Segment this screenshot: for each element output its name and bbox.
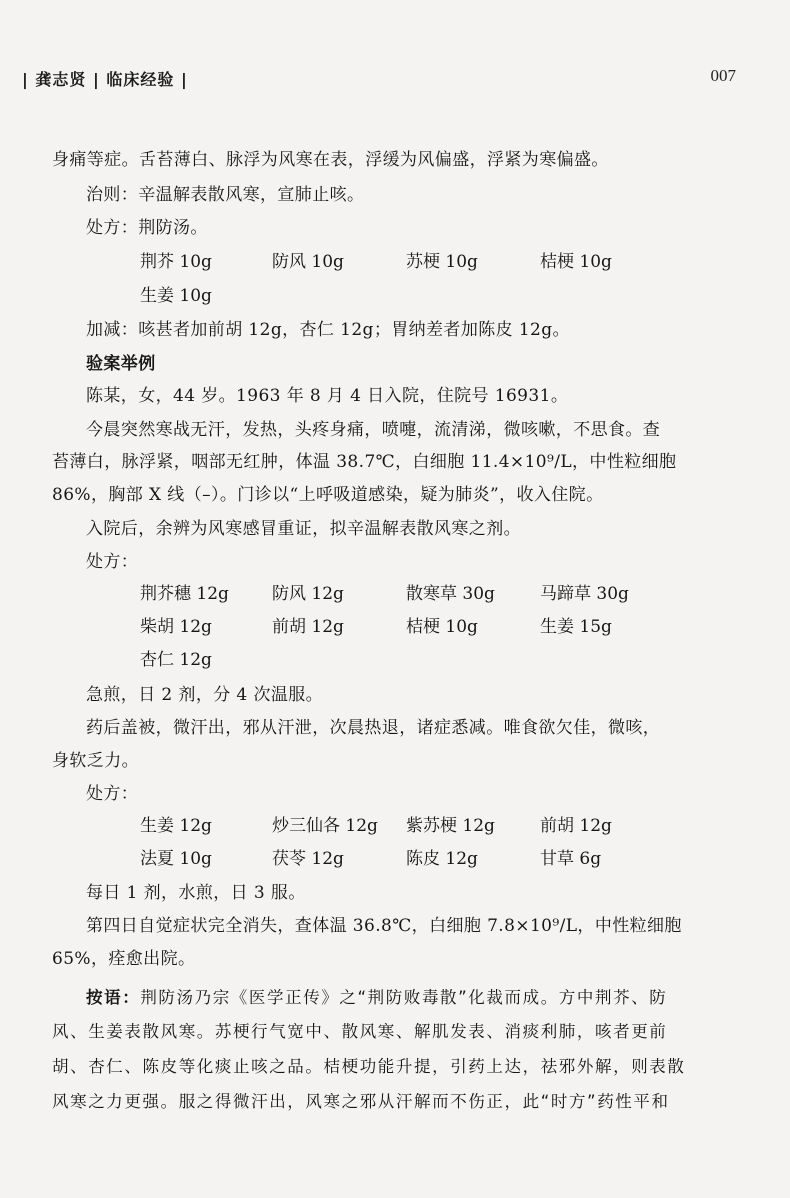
- text-line: 陈某，女，44 岁。1963 年 8 月 4 日入院，住院号 16931。: [86, 386, 569, 406]
- herb-item: 防风 10g: [272, 252, 344, 272]
- herb-item: 桔梗 10g: [540, 252, 612, 272]
- commentary-line: 胡、杏仁、陈皮等化痰止咳之品。桔梗功能升提，引药上达，祛邪外解，则表散: [52, 1057, 686, 1076]
- text-line: 入院后，余辨为风寒感冒重证，拟辛温解表散风寒之剂。: [86, 519, 521, 539]
- herb-item: 前胡 12g: [540, 816, 612, 836]
- herb-item: 马蹄草 30g: [540, 584, 629, 604]
- herb-item: 荆芥穗 12g: [140, 584, 229, 604]
- text-line: 86%，胸部 X 线（–）。门诊以“上呼吸道感染，疑为肺炎”，收入住院。: [52, 485, 604, 505]
- running-header: [22, 66, 736, 90]
- herb-item: 荆芥 10g: [140, 252, 212, 272]
- herb-item: 生姜 12g: [140, 816, 212, 836]
- section-heading: 验案举例: [86, 354, 156, 374]
- text-line: 药后盖被，微汗出，邪从汗泄，次晨热退，诸症悉减。唯食欲欠佳，微咳，: [86, 718, 661, 738]
- prescription-line: 处方：荆防汤。: [86, 218, 208, 238]
- herb-item: 前胡 12g: [272, 617, 344, 637]
- header-title: | 龚志贤 | 临床经验 |: [22, 69, 188, 89]
- herb-item: 法夏 10g: [140, 849, 212, 869]
- prescription-line: 处方：: [86, 552, 139, 572]
- commentary-line: [86, 986, 760, 1010]
- prescription-line: 处方：: [86, 784, 139, 804]
- herb-item: 苏梗 10g: [406, 252, 478, 272]
- page-number: 007: [710, 66, 736, 85]
- herb-item: 散寒草 30g: [406, 584, 495, 604]
- herb-item: 茯苓 12g: [272, 849, 344, 869]
- treatment-principle: 治则：辛温解表散风寒，宣肺止咳。: [86, 185, 365, 205]
- herb-item: 桔梗 10g: [406, 617, 478, 637]
- text-line: 苔薄白，脉浮紧，咽部无红肿，体温 38.7℃，白细胞 11.4×10⁹/L，中性粒细胞: [52, 452, 677, 472]
- commentary-label: 按语：: [86, 988, 141, 1007]
- herb-item: 炒三仙各 12g: [272, 816, 378, 836]
- herb-item: 柴胡 12g: [140, 617, 212, 637]
- text-line: 65%，痊愈出院。: [52, 949, 196, 969]
- text-line: 身痛等症。舌苔薄白、脉浮为风寒在表，浮缓为风偏盛，浮紧为寒偏盛。: [52, 150, 609, 170]
- commentary-line: 风、生姜表散风寒。苏梗行气宽中、散风寒、解肌发表、消痰利肺，咳者更前: [52, 1022, 668, 1041]
- text-line: 今晨突然寒战无汗，发热，头疼身痛，喷嚏，流清涕，微咳嗽，不思食。查: [86, 420, 661, 440]
- herb-item: 甘草 6g: [540, 849, 602, 869]
- herb-item: 生姜 15g: [540, 617, 612, 637]
- herb-item: 紫苏梗 12g: [406, 816, 495, 836]
- commentary-text: 荆防汤乃宗《医学正传》之“荆防败毒散”化裁而成。方中荆芥、防: [140, 988, 668, 1007]
- text-line: 急煎，日 2 剂，分 4 次温服。: [86, 685, 324, 705]
- herb-item: 陈皮 12g: [406, 849, 478, 869]
- modification-line: 加减：咳甚者加前胡 12g，杏仁 12g；胃纳差者加陈皮 12g。: [86, 320, 570, 340]
- commentary-line: 风寒之力更强。服之得微汗出，风寒之邪从汗解而不伤正，此“时方”药性平和: [52, 1092, 670, 1111]
- text-line: 身软乏力。: [52, 751, 139, 771]
- herb-item: 生姜 10g: [140, 286, 212, 306]
- text-line: 第四日自觉症状完全消失，查体温 36.8℃，白细胞 7.8×10⁹/L，中性粒细胞: [86, 916, 682, 936]
- herb-item: 杏仁 12g: [140, 650, 212, 670]
- herb-item: 防风 12g: [272, 584, 344, 604]
- text-line: 每日 1 剂，水煎，日 3 服。: [86, 883, 306, 903]
